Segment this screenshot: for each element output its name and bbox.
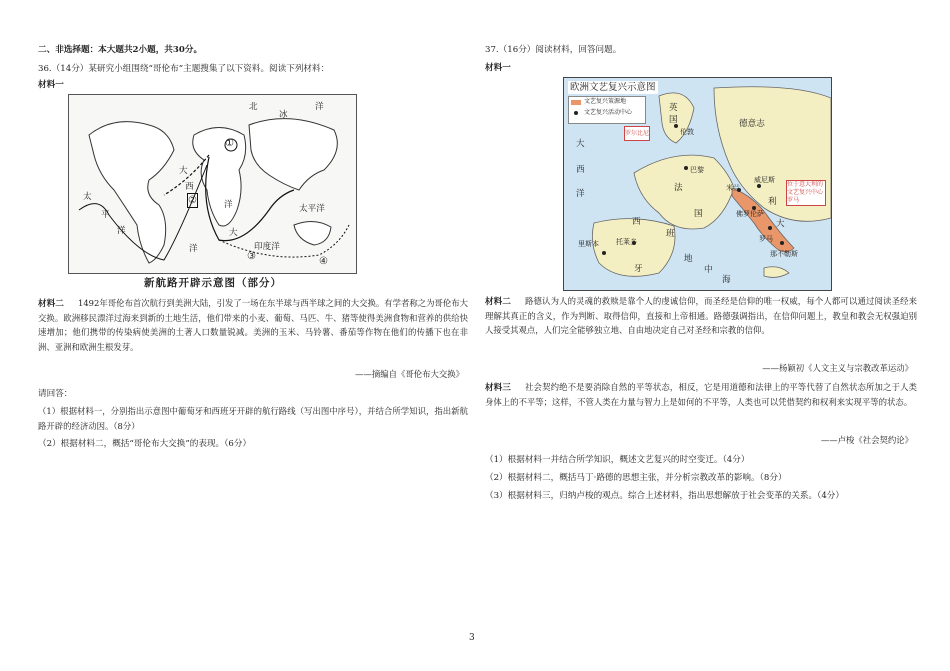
q37-material2-source: ——杨颖初《人文主义与宗教改革运动》 (762, 363, 913, 373)
map2-label-lisbon: 里斯本 (578, 240, 599, 248)
route-number-1: ① (225, 138, 234, 149)
map1-label-yang-north: 洋 (315, 102, 324, 112)
map2-note: 位于意大利的文艺复兴中心罗马 (786, 180, 826, 206)
q36-question-1: （1）根据材料一，分别指出示意图中葡萄牙和西班牙开辟的航行路线（写出图中序号），并结合所学知识，指出新航路开辟的经济动因。（8分） (38, 406, 468, 431)
q36-question-2: （2）根据材料二，概括“哥伦布大交换”的表现。（6分） (38, 439, 252, 449)
map1-label-tai: 太 (83, 192, 92, 202)
map1-caption: 新航路开辟示意图（部分） (144, 277, 282, 289)
q36-material1-label: 材料一 (38, 80, 64, 90)
map2-label-sea: 罗尔比尼 (624, 126, 650, 141)
map2-title: 欧洲文艺复兴示意图 (570, 82, 656, 93)
route-number-2: ② (188, 195, 197, 206)
new-sea-route-map (68, 94, 357, 274)
map2-label-venice: 威尼斯 (754, 176, 775, 184)
map2-label-italy-li: 利 (768, 197, 777, 207)
map1-label-bing: 冰 (279, 110, 288, 120)
q37-question-3: （3）根据材料三，归纳卢梭的观点。综合上述材料，指出思想解放于社会变革的关系。（4分） (485, 491, 844, 501)
q37-material3-label: 材料三 (485, 383, 511, 393)
map1-label-da-atlantic: 大 (229, 228, 238, 238)
q37-material1-label: 材料一 (485, 63, 511, 73)
map2-label-zhong: 中 (704, 265, 713, 275)
map1-label-yang-atlantic: 洋 (189, 244, 198, 254)
map2-label-ying: 英 (669, 103, 678, 113)
route-number-4: ④ (319, 256, 328, 267)
section-heading: 二、非选择题：本大题共2小题，共30分。 (38, 45, 203, 55)
map1-label-ping: 平 (101, 210, 110, 220)
q37-material2-label: 材料二 (485, 297, 511, 307)
map1-label-da: 大 (179, 166, 188, 176)
map2-label-rome: 罗马 (759, 235, 773, 243)
q36-intro: 36.（14分）某研究小组围绕“哥伦布”主题搜集了以下资料。阅读下列材料： (38, 64, 330, 74)
map2-label-di: 地 (684, 254, 693, 264)
q37-question-2: （2）根据材料二，概括马丁·路德的思想主张，并分析宗教改革的影响。（8分） (485, 473, 787, 483)
map2-label-paris: 巴黎 (690, 166, 704, 174)
renaissance-map (563, 77, 832, 291)
legend-dot-center (574, 111, 578, 115)
world-map-drawing (69, 95, 356, 273)
map1-label-yang-west: 洋 (224, 200, 233, 210)
q36-material2-label: 材料二 (38, 299, 64, 309)
map1-label-pacific-east: 太平洋 (299, 204, 325, 214)
map1-label-xi: 西 (185, 182, 194, 192)
map1-label-yang-pacific: 洋 (117, 226, 126, 236)
legend-origin: 文艺复兴策源地 (584, 98, 627, 105)
map2-label-germany: 德意志 (739, 119, 765, 129)
map2-label-atlantic-da: 大 (576, 139, 585, 149)
legend-swatch-origin (571, 100, 581, 105)
map2-label-fa: 法 (674, 183, 683, 193)
map2-legend (568, 96, 646, 124)
q37-material3-source: ——卢梭《社会契约论》 (820, 435, 913, 445)
map2-label-london: 伦敦 (680, 128, 694, 136)
route-number-3: ③ (247, 251, 256, 262)
map2-label-ban: 班 (666, 229, 675, 239)
map2-label-atlantic-xi: 西 (576, 165, 585, 175)
map2-label-atlantic-yang: 洋 (576, 189, 585, 199)
please-answer: 请回答： (38, 389, 73, 399)
map2-label-naples: 那不勒斯 (770, 250, 798, 258)
map1-label-north: 北 (249, 102, 258, 112)
map1-label-indian-ocean: 印度洋 (254, 242, 280, 252)
map2-label-florence: 佛罗伦萨 (736, 210, 764, 218)
q37-question-1: （1）根据材料一并结合所学知识，概述文艺复兴的时空变迁。（4分） (485, 455, 750, 465)
map2-label-toledo: 托莱多 (616, 238, 637, 246)
page-number: 3 (469, 633, 475, 643)
q37-material2-text: 路德认为人的灵魂的救赎是靠个人的虔诚信仰，而圣经是信仰的唯一权威，每个人都可以通过阅读圣经来理解其真正的含义，作为判断、取得信仰，直接和上帝相通。路德强调指出，在信仰问题上，教皇和教会无权强迫别人接受其观点，人们完全能够独立地、自由地决定自己对圣经和宗教的信仰。 (485, 296, 917, 336)
q36-material2-text: 1492年哥伦布首次航行到美洲大陆，引发了一场在东半球与西半球之间的大交换。有学者称之为哥伦布大交换。欧洲移民漂洋过海来到新的土地生活，他们带来的小麦、葡萄、马匹、牛、猪等使得美洲食物和营养的供给快速增加；他们携带的传染病使美洲的土著人口数量锐减。美洲的玉米、马铃薯、番茄等作物在他们的传播下也在非洲、亚洲和欧洲生根发芽。 (38, 298, 468, 352)
q37-intro: 37.（16分）阅读材料，回答问题。 (485, 45, 622, 55)
legend-center: 文艺复兴活动中心 (584, 109, 633, 116)
map2-label-xi: 西 (632, 217, 641, 227)
map2-label-italy-da: 大 (776, 219, 785, 229)
map2-label-milan: 米兰 (726, 184, 740, 192)
map2-label-guo: 国 (669, 115, 678, 125)
q36-material2-source: ——摘编自《哥伦布大交换》 (355, 369, 464, 379)
map2-label-ya: 牙 (634, 264, 643, 274)
q37-material3-text: 社会契约绝不是要消除自然的平等状态，相反，它是用道德和法律上的平等代替了自然状态所加之于人类身体上的不平等；这样，不管人类在力量与智力上是如何的不平等，人类也可以凭借契约和权利来实现平等的状态。 (485, 382, 917, 407)
map2-label-guo-fr: 国 (694, 209, 703, 219)
map2-label-hai: 海 (722, 275, 731, 285)
